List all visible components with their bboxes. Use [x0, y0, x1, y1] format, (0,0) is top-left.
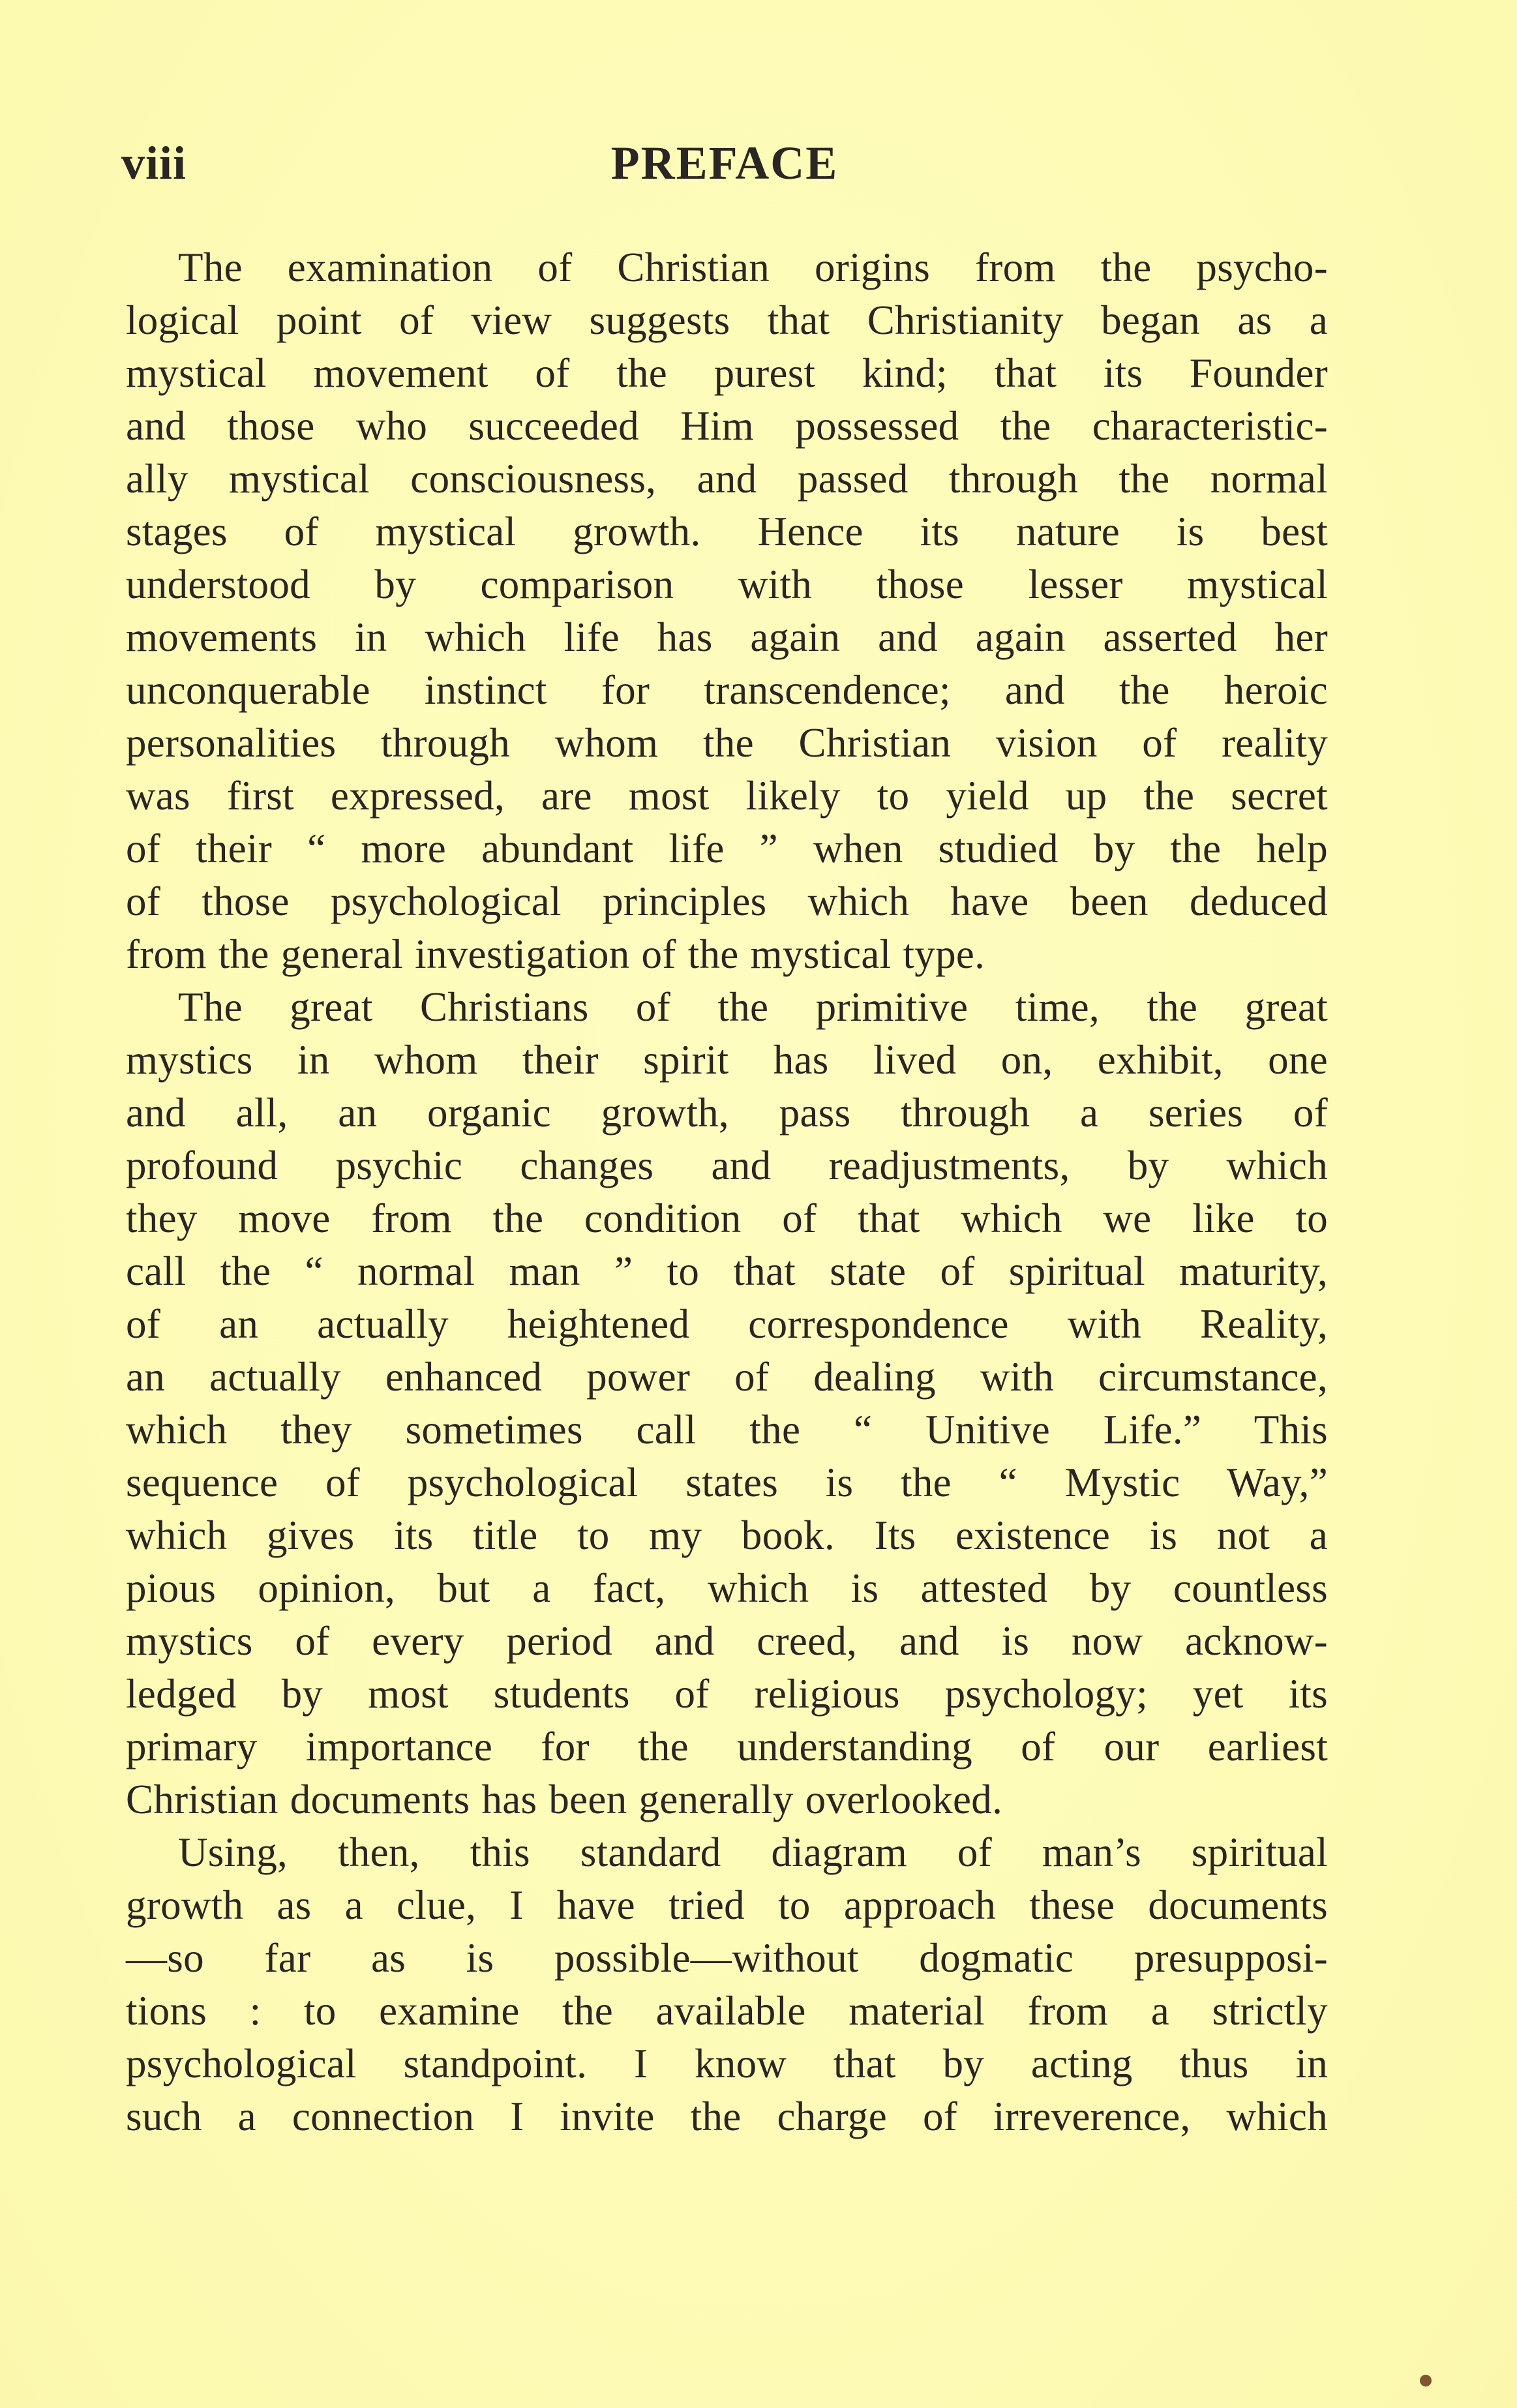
text-line: stages of mystical growth. Hence its nature is best [126, 509, 1328, 554]
body-text [126, 241, 1328, 2143]
text-line: which gives its title to my book. Its existence is not a [126, 1513, 1328, 1558]
text-line: of an actually heightened correspondence with Reality, [126, 1301, 1328, 1347]
text-line: mystical movement of the purest kind; that its Founder [126, 350, 1328, 396]
text-line: from the general investigation of the mystical type. [126, 931, 985, 977]
text-line: personalities through whom the Christian vision of reality [126, 720, 1328, 766]
text-line: psychological standpoint. I know that by acting thus in [126, 2041, 1328, 2086]
text-line: logical point of view suggests that Christianity began as a [126, 297, 1328, 343]
text-line: an actually enhanced power of dealing with circumstance, [126, 1354, 1328, 1400]
text-line: The great Christians of the primitive time, the great [178, 984, 1328, 1030]
text-line: and those who succeeded Him possessed the characteristic- [126, 403, 1328, 449]
text-line: pious opinion, but a fact, which is attested by countless [126, 1565, 1328, 1611]
text-line: of those psychological principles which have been deduced [126, 879, 1328, 924]
text-line: The examination of Christian origins from the psycho- [178, 245, 1328, 290]
text-line: ally mystical consciousness, and passed through the normal [126, 456, 1328, 502]
text-line: of their “ more abundant life ” when studied by the help [126, 826, 1328, 871]
text-line: mystics in whom their spirit has lived on, exhibit, one [126, 1037, 1328, 1083]
paragraph [126, 1826, 1328, 2143]
text-line: —so far as is possible—without dogmatic presupposi- [126, 1935, 1328, 1981]
text-line: was first expressed, are most likely to yield up the secret [126, 773, 1328, 819]
text-line: Christian documents has been generally overlooked. [126, 1777, 1003, 1822]
text-line: which they sometimes call the “ Unitive Life.” This [126, 1407, 1328, 1452]
paragraph [126, 981, 1328, 1826]
running-head [121, 134, 1328, 192]
text-line: profound psychic changes and readjustments, by which [126, 1143, 1328, 1188]
text-line: understood by comparison with those lesser mystical [126, 562, 1328, 607]
text-line: tions : to examine the available material from a strictly [126, 1988, 1328, 2034]
text-line: sequence of psychological states is the “ Mystic Way,” [126, 1460, 1328, 1505]
text-line: mystics of every period and creed, and is now acknow- [126, 1618, 1328, 1664]
text-line: and all, an organic growth, pass through a series of [126, 1090, 1328, 1136]
text-line: Using, then, this standard diagram of man’s spiritual [178, 1829, 1328, 1875]
text-line: unconquerable instinct for transcendence; and the heroic [126, 667, 1328, 713]
page-title: PREFACE [610, 137, 839, 189]
ink-speck [1420, 2375, 1432, 2386]
text-line: call the “ normal man ” to that state of spiritual maturity, [126, 1248, 1328, 1294]
text-line: movements in which life has again and again asserted her [126, 614, 1328, 660]
text-line: ledged by most students of religious psychology; yet its [126, 1671, 1328, 1717]
paragraph [126, 241, 1328, 981]
text-line: growth as a clue, I have tried to approach these documents [126, 1882, 1328, 1928]
page-number: viii [121, 137, 187, 189]
text-line: primary importance for the understanding of our earliest [126, 1724, 1328, 1769]
text-line: they move from the condition of that which we like to [126, 1196, 1328, 1241]
text-line: such a connection I invite the charge of irreverence, which [126, 2094, 1328, 2139]
